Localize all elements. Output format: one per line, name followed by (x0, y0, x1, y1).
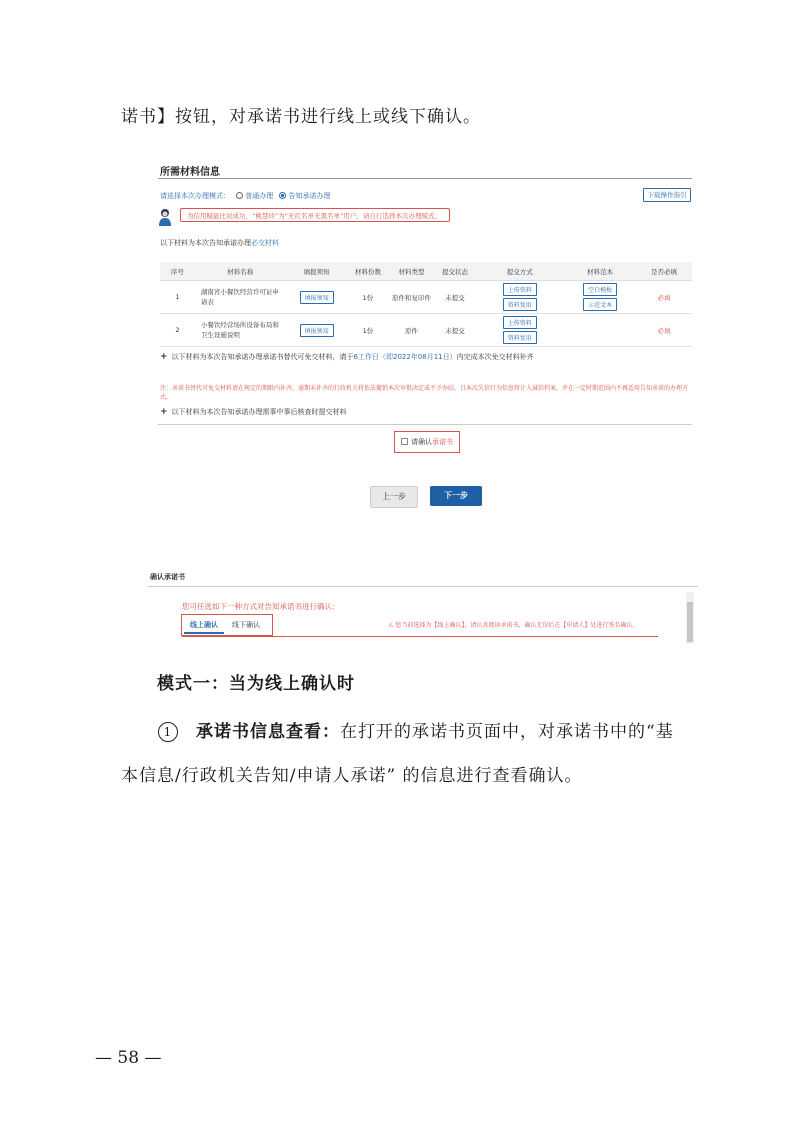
download-guide-button[interactable]: 下载操作指引 (643, 188, 691, 202)
required-materials-caption: 以下材料为本次告知承诺办理必交材料 (160, 239, 279, 247)
material-name: 小餐饮经营场所设备布局和卫生设施说明 (195, 314, 286, 347)
material-type: 原件 (388, 314, 434, 347)
warning-note: 注：承诺书替代可免交材料请在规定的期限内补齐，逾期未补齐的行政机关将依法撤销本次审批决定或不予办结，且本次失信行为信息将计入诚信档案，并在一定时期范围内不再适用告知承诺的办理方式。 (160, 385, 689, 401)
step-paragraph-continued: 本信息/行政机关告知/申请人承诺” 的信息进行查看确认。 (121, 766, 583, 786)
mode-label: 请选择本次办理模式： (160, 192, 230, 200)
user-avatar-icon (158, 208, 172, 226)
blank-template-button[interactable]: 空白模板 (583, 283, 617, 296)
prev-step-button[interactable]: 上一步 (370, 486, 418, 508)
sample-text-button[interactable]: 示范文本 (583, 298, 617, 311)
title-divider (158, 178, 692, 179)
checkbox-icon[interactable] (401, 438, 408, 445)
copies: 1份 (348, 281, 389, 314)
col-header: 提交状态 (435, 262, 476, 281)
row-number: 2 (160, 314, 195, 347)
plus-icon: + (160, 352, 168, 362)
mode-selector (160, 191, 330, 201)
title-divider (148, 586, 698, 587)
step-paragraph (158, 722, 674, 742)
mode-option-normal[interactable]: 普通办理 (245, 192, 274, 200)
col-header: 材料份数 (348, 262, 389, 281)
required-flag: 必填 (636, 314, 692, 347)
col-header: 是否必填 (636, 262, 692, 281)
materials-table (160, 262, 692, 347)
required-flag: 必填 (636, 281, 692, 314)
materials-title: 所需材料信息 (160, 167, 220, 178)
submit-status: 未提交 (435, 281, 476, 314)
fill-notice-button[interactable]: 填报须知 (300, 291, 334, 304)
step-number-badge: 1 (158, 722, 178, 742)
fill-notice-button[interactable]: 填报须知 (300, 324, 334, 337)
col-header: 序号 (160, 262, 195, 281)
upload-button[interactable]: 上传资料 (503, 316, 537, 329)
section-divider (158, 424, 692, 425)
row-number: 1 (160, 281, 195, 314)
material-name: 湖南省小餐饮经营许可证申请表 (195, 281, 286, 314)
reuse-button[interactable]: 资料复用 (503, 331, 537, 344)
tab-online-confirm[interactable]: 线上确认 (184, 618, 224, 634)
sample-empty (564, 314, 636, 347)
step-bold-label: 承诺书信息查看： (196, 722, 340, 742)
credit-notice: 为信用赋能比对成功，“桃慧玲”为“无红名单无黑名单”用户，请自行选择本次办理模式。 (180, 208, 450, 222)
section-heading: 模式一：当为线上确认时 (157, 674, 355, 694)
upload-button[interactable]: 上传资料 (503, 283, 537, 296)
radio-normal[interactable] (236, 192, 243, 199)
col-header: 材料范本 (564, 262, 636, 281)
plus-icon: + (160, 407, 168, 417)
body-paragraph-top: 诺书】按钮，对承诺书进行线上或线下确认。 (121, 107, 481, 127)
submit-status: 未提交 (435, 314, 476, 347)
col-header: 材料名称 (195, 262, 286, 281)
tab-offline-confirm[interactable]: 线下确认 (232, 621, 260, 629)
confirm-prompt: 您可任选如下一种方式对告知承诺书进行确认： (182, 602, 340, 611)
tab-underline (182, 636, 658, 637)
confirm-title: 确认承诺书 (150, 573, 185, 581)
expand-check-materials[interactable]: + 以下材料为本次告知承诺办理需事中事后核查时提交材料 (160, 407, 347, 417)
scrollbar-thumb[interactable] (687, 602, 693, 642)
expand-exempt-materials[interactable]: + 以下材料为本次告知承诺办理承诺书替代可免交材料，请于6工作日（即2022年08月11日）内完成本次免交材料补齐 (160, 352, 534, 362)
col-header: 填报须知 (286, 262, 348, 281)
reuse-button[interactable]: 资料复用 (503, 298, 537, 311)
col-header: 提交方式 (475, 262, 564, 281)
radio-commitment[interactable] (279, 192, 286, 199)
material-type: 原件和复印件 (388, 281, 434, 314)
col-header: 材料类型 (388, 262, 434, 281)
step-text: 在打开的承诺书页面中，对承诺书中的“基 (340, 722, 674, 742)
mode-option-commitment[interactable]: 告知承诺办理 (288, 192, 331, 200)
materials-screenshot (158, 158, 694, 520)
page-number: — 58 — (95, 1048, 162, 1068)
next-step-button[interactable]: 下一步 (430, 486, 482, 506)
table-row (160, 281, 692, 314)
confirm-commitment-button[interactable]: 请确认承诺书 (394, 431, 460, 453)
confirm-tabs (181, 614, 273, 636)
online-confirm-hint: ⚠ 您当前选择为【线上确认】，请认真阅读承诺书，确认无误后在【申请人】处进行签名确认。 (388, 622, 639, 629)
confirm-commitment-screenshot (148, 566, 698, 644)
alert-icon: ⚠ (388, 622, 394, 629)
copies: 1份 (348, 314, 389, 347)
table-row (160, 314, 692, 347)
table-header-row (160, 262, 692, 281)
